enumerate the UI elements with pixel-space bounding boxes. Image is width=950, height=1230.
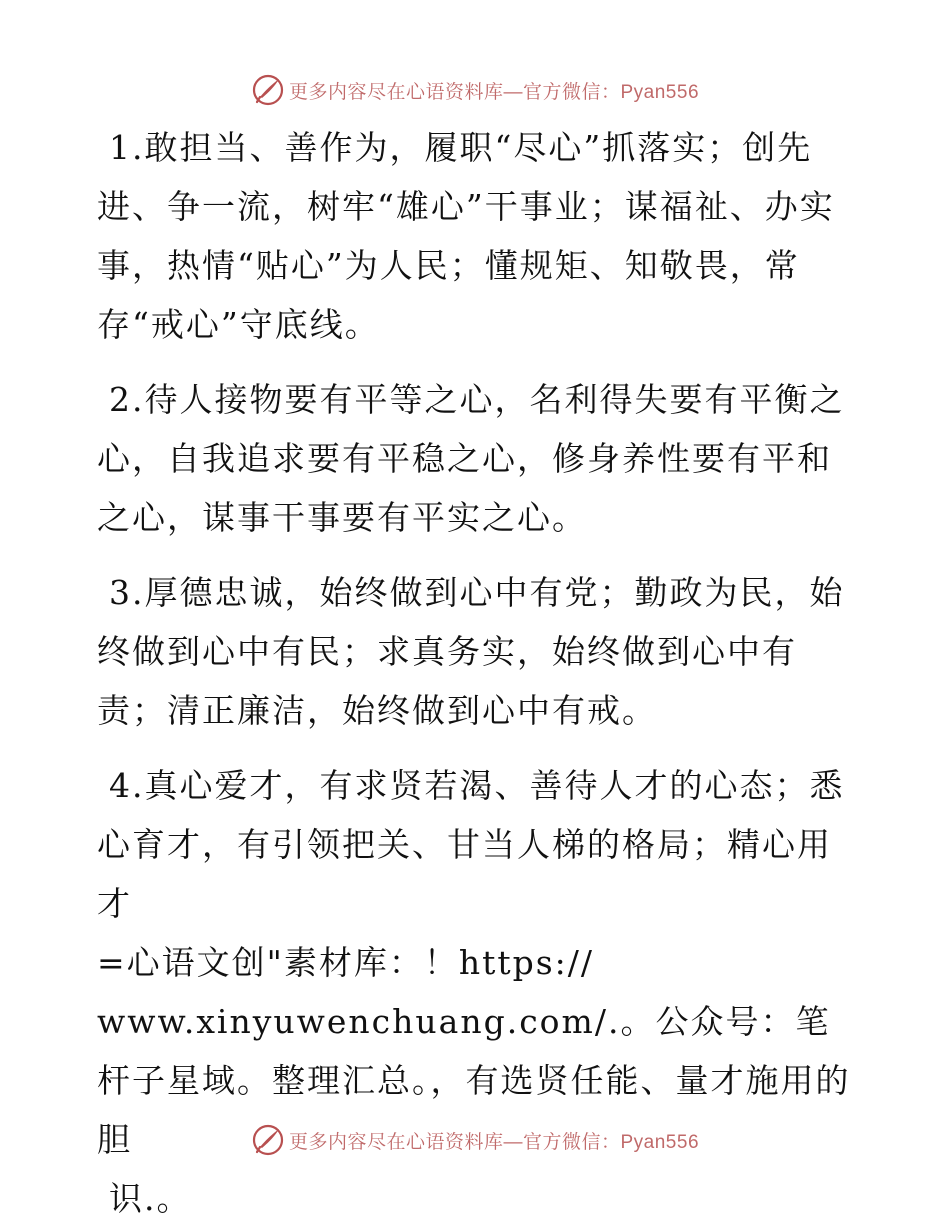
wechat-id: Pyan556 <box>620 1131 700 1153</box>
banner-text <box>289 77 699 104</box>
footer-banner <box>0 1120 950 1160</box>
paragraph-1-text: 1.敢担当、善作为，履职“尽心”抓落实；创先进、争一流，树牢“雄心”干事业；谋福祉、办实事，热情“贴心”为人民；懂规矩、知敬畏，常存“戒心”守底线。 <box>97 128 835 344</box>
banner-text <box>289 1127 699 1154</box>
paragraph-4-line-4: 识.。 <box>109 1179 192 1218</box>
paragraph-4-line-2: =心语文创"素材库：！https:// <box>97 943 595 982</box>
paragraph-3-text: 3.厚德忠诚，始终做到心中有党；勤政为民，始终做到心中有民；求真务实，始终做到心中有责；清正廉洁，始终做到心中有戒。 <box>97 573 845 730</box>
banner-label: 更多内容尽在心语资料库—官方微信： <box>288 81 621 103</box>
banner-label: 更多内容尽在心语资料库—官方微信： <box>288 1131 621 1153</box>
quill-logo-icon <box>251 1123 285 1157</box>
header-banner <box>0 70 950 110</box>
quill-logo-icon <box>251 73 285 107</box>
document-body <box>97 118 857 1228</box>
wechat-id: Pyan556 <box>620 81 700 103</box>
paragraph-2-text: 2.待人接物要有平等之心，名利得失要有平衡之心，自我追求要有平稳之心，修身养性要有平和之心，谋事干事要有平实之心。 <box>97 380 845 537</box>
paragraph-3 <box>97 563 857 740</box>
paragraph-1 <box>97 118 857 354</box>
paragraph-4-line-3: www.xinyuwenchuang.com/.。公众号：笔杆子星域。整理汇总。，有选贤任能、量才施用的胆 <box>97 1002 851 1159</box>
paragraph-4-line-1: 4.真心爱才，有求贤若渴、善待人才的心态；悉心育才，有引领把关、甘当人梯的格局；精心用才 <box>97 766 845 923</box>
paragraph-2 <box>97 370 857 547</box>
